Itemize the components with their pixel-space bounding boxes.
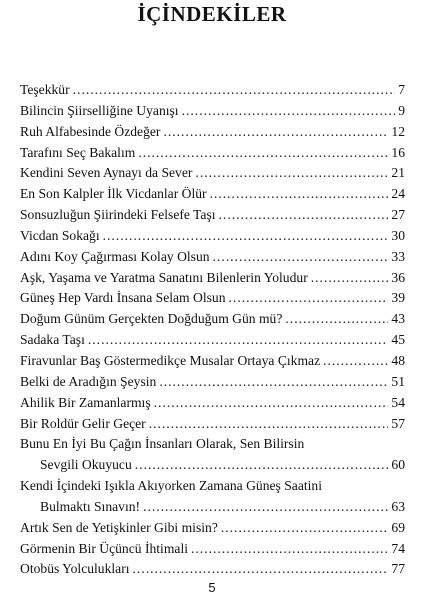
toc-entry-title: Belki de Aradığın Şeysin bbox=[20, 373, 157, 389]
dot-leader bbox=[159, 372, 388, 393]
toc-entry-title: Sonsuzluğun Şiirindeki Felsefe Taşı bbox=[20, 207, 216, 223]
toc-entry-line bbox=[20, 559, 405, 580]
toc-entry-title: Otobüs Yolculukları bbox=[20, 561, 130, 577]
toc-entry-line bbox=[20, 184, 405, 205]
dot-leader bbox=[88, 330, 389, 351]
dot-leader bbox=[229, 288, 389, 309]
dot-leader bbox=[163, 122, 388, 143]
toc-entry bbox=[20, 559, 405, 580]
toc-entry-line bbox=[20, 539, 405, 560]
dot-leader bbox=[219, 205, 389, 226]
dot-leader bbox=[323, 351, 388, 372]
toc-entry bbox=[20, 184, 405, 205]
toc-entry bbox=[20, 288, 405, 309]
page-number: 5 bbox=[208, 580, 216, 595]
toc-entry bbox=[20, 414, 405, 435]
toc-entry-page: 60 bbox=[391, 457, 405, 473]
dot-leader bbox=[311, 268, 389, 289]
toc-entry-page: 57 bbox=[391, 415, 405, 431]
toc-entry-line bbox=[20, 122, 405, 143]
toc-entry-page: 36 bbox=[391, 269, 405, 285]
toc-entry-line bbox=[20, 226, 405, 247]
toc-entry-title: Ahilik Bir Zamanlarmış bbox=[20, 394, 151, 410]
toc-entry bbox=[20, 122, 405, 143]
table-of-contents bbox=[20, 80, 405, 580]
dot-leader bbox=[191, 539, 388, 560]
toc-entry-page: 30 bbox=[391, 227, 405, 243]
toc-entry-title: Aşk, Yaşama ve Yaratma Sanatını Bilenlerin Yoludur bbox=[20, 269, 308, 285]
toc-entry-page: 9 bbox=[398, 102, 405, 118]
toc-entry-title: Kendi İçindeki Işıkla Akıyorken Zamana Güneş Saatini bbox=[20, 478, 323, 494]
toc-entry bbox=[20, 226, 405, 247]
dot-leader bbox=[73, 80, 396, 101]
toc-entry-page: 63 bbox=[391, 498, 405, 514]
dot-leader bbox=[285, 309, 388, 330]
dot-leader bbox=[138, 143, 388, 164]
toc-entry bbox=[20, 372, 405, 393]
toc-entry-page: 21 bbox=[391, 165, 405, 181]
dot-leader bbox=[154, 393, 389, 414]
toc-entry-page: 69 bbox=[391, 519, 405, 535]
dot-leader bbox=[133, 559, 389, 580]
toc-entry-line bbox=[20, 143, 405, 164]
toc-entry-line bbox=[20, 247, 405, 268]
toc-entry bbox=[20, 476, 405, 518]
toc-entry-line bbox=[20, 288, 405, 309]
toc-entry-title: Bir Roldür Gelir Geçer bbox=[20, 415, 146, 431]
toc-entry-line bbox=[20, 330, 405, 351]
toc-entry-title: Artık Sen de Yetişkinler Gibi misin? bbox=[20, 519, 218, 535]
toc-entry-page: 39 bbox=[391, 290, 405, 306]
page-title: İÇİNDEKİLER bbox=[137, 2, 287, 26]
toc-entry bbox=[20, 268, 405, 289]
toc-entry-title: Tarafını Seç Bakalım bbox=[20, 144, 136, 160]
toc-entry-line bbox=[20, 309, 405, 330]
toc-entry-title: Adını Koy Çağırması Kolay Olsun bbox=[20, 248, 210, 264]
toc-entry bbox=[20, 393, 405, 414]
toc-entry-line bbox=[20, 393, 405, 414]
toc-entry bbox=[20, 309, 405, 330]
toc-entry-page: 51 bbox=[391, 373, 405, 389]
toc-entry bbox=[20, 143, 405, 164]
toc-entry-line bbox=[20, 497, 405, 518]
toc-entry bbox=[20, 518, 405, 539]
toc-entry-line bbox=[20, 414, 405, 435]
toc-entry-page: 43 bbox=[391, 311, 405, 327]
toc-entry-line bbox=[20, 351, 405, 372]
dot-leader bbox=[182, 101, 396, 122]
toc-entry-line bbox=[20, 163, 405, 184]
toc-entry bbox=[20, 80, 405, 101]
toc-entry-title-continued: Bulmaktı Sınavın! bbox=[40, 498, 141, 514]
toc-entry-title: Doğum Günüm Gerçekten Doğduğum Gün mü? bbox=[20, 311, 283, 327]
toc-entry-title: Teşekkür bbox=[20, 82, 70, 97]
toc-entry-page: 24 bbox=[391, 186, 405, 202]
toc-entry-line bbox=[20, 101, 405, 122]
toc-entry-line bbox=[20, 372, 405, 393]
toc-entry-title: Kendini Seven Aynayı da Sever bbox=[20, 165, 193, 181]
toc-entry-line bbox=[20, 80, 405, 101]
toc-entry-title: En Son Kalpler İlk Vicdanlar Ölür bbox=[20, 186, 207, 202]
toc-entry-page: 48 bbox=[391, 352, 405, 368]
toc-entry bbox=[20, 351, 405, 372]
toc-entry-title: Firavunlar Baş Göstermedikçe Musalar Ortaya Çıkmaz bbox=[20, 352, 321, 368]
toc-entry bbox=[20, 163, 405, 184]
toc-entry-line bbox=[20, 455, 405, 476]
toc-entry-line bbox=[20, 205, 405, 226]
toc-entry-page: 27 bbox=[391, 207, 405, 223]
toc-entry-title: Bilincin Şiirselliğine Uyanışı bbox=[20, 102, 179, 118]
toc-entry-title: Görmenin Bir Üçüncü İhtimali bbox=[20, 540, 188, 556]
dot-leader bbox=[135, 455, 389, 476]
toc-entry bbox=[20, 330, 405, 351]
toc-entry bbox=[20, 434, 405, 476]
toc-entry-page: 45 bbox=[391, 332, 405, 348]
dot-leader bbox=[195, 163, 388, 184]
toc-entry-page: 33 bbox=[391, 248, 405, 264]
toc-entry-title: Bunu En İyi Bu Çağın İnsanları Olarak, Sen Bilirsin bbox=[20, 436, 305, 452]
dot-leader bbox=[210, 184, 389, 205]
toc-entry-page: 16 bbox=[391, 144, 405, 160]
toc-entry-title-continued: Sevgili Okuyucu bbox=[40, 457, 132, 473]
toc-entry-page: 54 bbox=[391, 394, 405, 410]
toc-entry-title: Vicdan Sokağı bbox=[20, 227, 100, 243]
toc-entry-title: Güneş Hep Vardı İnsana Selam Olsun bbox=[20, 290, 226, 306]
toc-entry-page: 7 bbox=[398, 82, 405, 97]
toc-entry-title: Sadaka Taşı bbox=[20, 332, 85, 348]
toc-entry bbox=[20, 205, 405, 226]
toc-entry-line bbox=[20, 268, 405, 289]
toc-entry-page: 74 bbox=[391, 540, 405, 556]
toc-entry bbox=[20, 101, 405, 122]
toc-entry bbox=[20, 539, 405, 560]
dot-leader bbox=[143, 497, 388, 518]
toc-entry-page: 12 bbox=[391, 123, 405, 139]
toc-entry bbox=[20, 247, 405, 268]
toc-entry-line bbox=[20, 518, 405, 539]
toc-entry-title: Ruh Alfabesinde Özdeğer bbox=[20, 123, 161, 139]
dot-leader bbox=[221, 518, 389, 539]
dot-leader bbox=[103, 226, 389, 247]
dot-leader bbox=[149, 414, 389, 435]
toc-entry-page: 77 bbox=[391, 561, 405, 577]
dot-leader bbox=[213, 247, 389, 268]
